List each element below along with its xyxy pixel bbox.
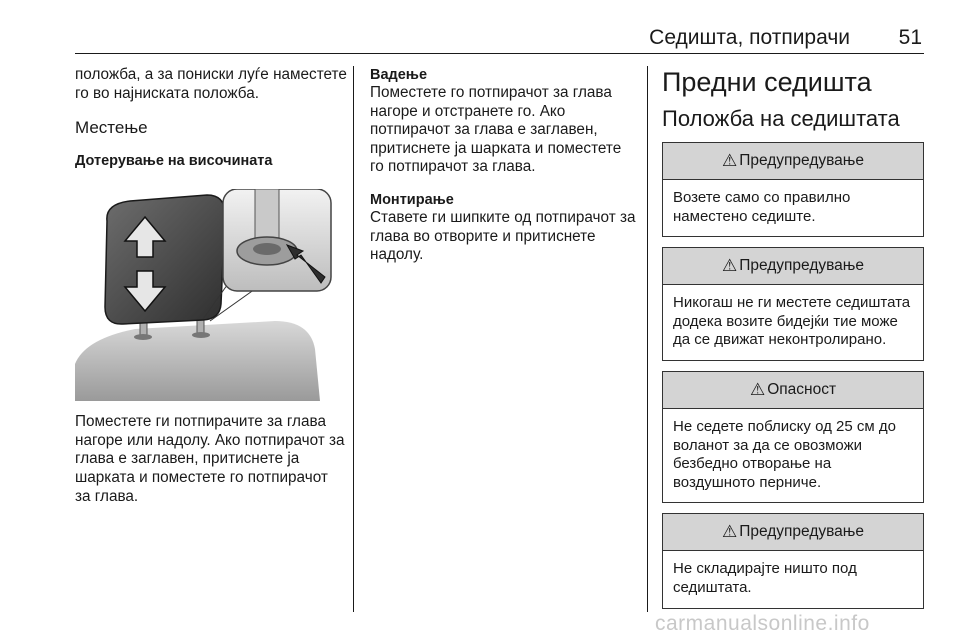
removal-heading: Вадење: [370, 67, 428, 83]
install-heading: Монтирање: [370, 191, 454, 208]
page-title: Предни седишта: [662, 67, 872, 97]
intro-text: положба, а за пониски луѓе наместете го во најниската положба.: [75, 66, 347, 102]
warning-icon: ⚠: [749, 379, 766, 399]
figure-caption: Поместете ги потпирачите за глава нагоре или надолу. Ако потпирачот за глава е заглавен, притиснете ја шарката и поместете го потпирачот за глава.: [75, 413, 345, 505]
column-divider-right: [647, 66, 648, 612]
warning-box: [662, 513, 924, 608]
warning-box-header: [663, 143, 923, 180]
section-heading: Местење: [75, 118, 148, 138]
header-rule: [75, 53, 924, 54]
column-2: [370, 66, 638, 265]
post-guide-left: [134, 334, 152, 340]
warning-icon: ⚠: [721, 151, 738, 170]
warning-box-text: Не складирајте ништо под седиштата.: [673, 560, 857, 596]
warning-box: [662, 247, 924, 361]
watermark: carmanualsonline.info: [655, 612, 870, 635]
warning-box-header: [663, 514, 923, 551]
warning-box-label: Предупредување: [739, 152, 865, 169]
warning-box-text: Возете само со правилно наместено седиште.: [673, 189, 851, 225]
warning-box: [662, 142, 924, 237]
sub-heading: Дотерување на височината: [75, 153, 273, 170]
danger-box-header: [663, 372, 923, 409]
page-subtitle: Положба на седиштата: [662, 106, 900, 131]
headrest: [105, 195, 225, 324]
removal-text: Поместете го потпирачот за глава нагоре и отстранете го. Ако потпирачот за глава е заглавен, притиснете ја шарката и поместете го потпирачот за глава.: [370, 84, 622, 176]
warning-icon: ⚠: [721, 256, 738, 276]
post-guide-right: [192, 332, 210, 338]
danger-box: [662, 371, 924, 503]
column-divider-left: [353, 66, 354, 612]
install-text: Ставете ги шипките од потпирачот за глава во отворите и притиснете надолу.: [370, 208, 636, 264]
warning-box-header: [663, 248, 923, 285]
warning-box-label: Предупредување: [739, 257, 865, 275]
header-title: Седишта, потпирачи: [649, 26, 850, 49]
warning-icon: ⚠: [721, 522, 738, 542]
warning-box-text: Никогаш не ги местете седиштата додека возите бидејќи тие може да се движат неконтролирано.: [673, 294, 911, 349]
column-3: [662, 66, 924, 619]
column-1: [75, 66, 347, 506]
page-number: 51: [898, 26, 922, 49]
danger-box-text: Не седете поблиску од 25 см до воланот за да се овозможи безбедно отворање на воздушното перниче.: [673, 417, 896, 491]
danger-box-label: Опасност: [767, 380, 837, 398]
headrest-adjust-illustration-icon: [75, 189, 347, 401]
zoom-guide-hole: [253, 243, 281, 255]
warning-box-label: Предупредување: [739, 523, 865, 541]
